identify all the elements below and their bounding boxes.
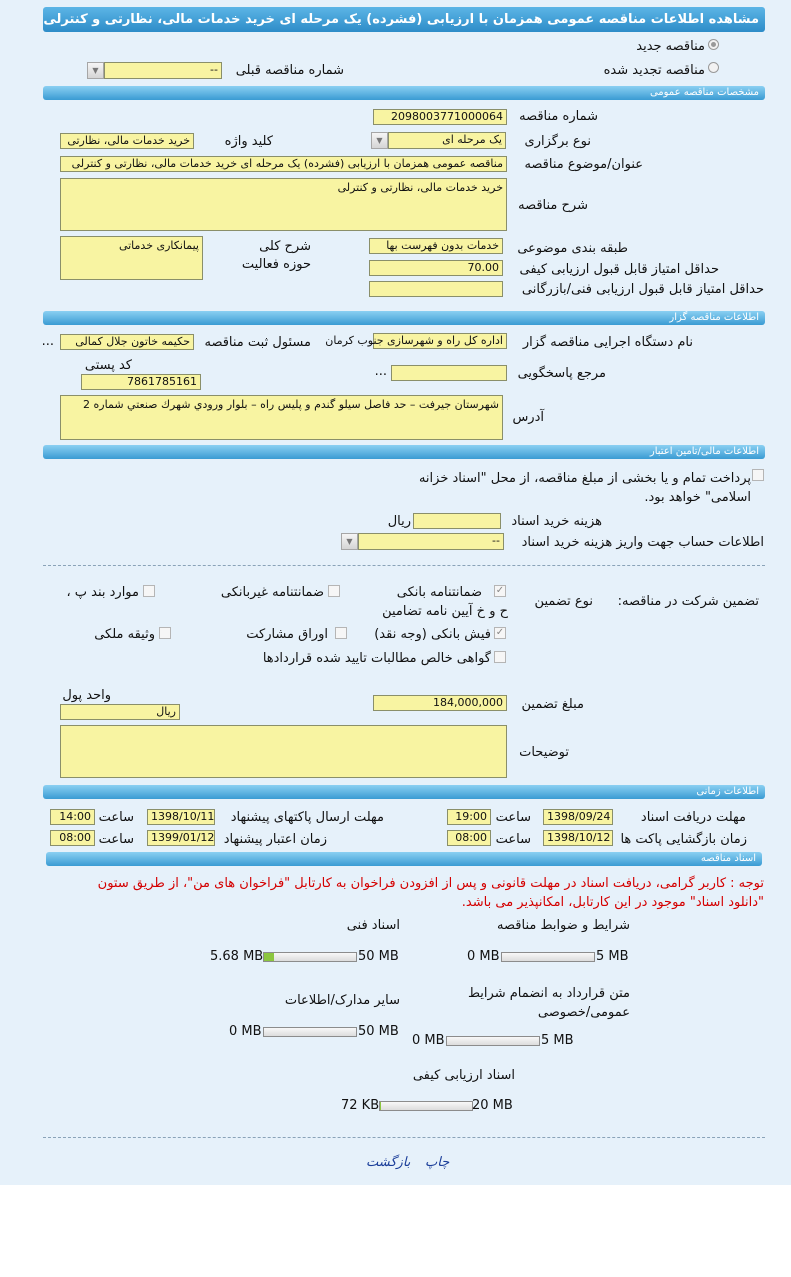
divider <box>43 1137 765 1138</box>
clause-label-2: ح و خ آیین نامه تضامین <box>382 604 508 619</box>
bank-guarantee-checkbox[interactable]: ✓ <box>495 585 505 596</box>
postal-code-field: 7861785161 <box>81 374 201 390</box>
doc-used: 72 KB <box>341 1098 380 1113</box>
clause-checkbox[interactable] <box>143 585 155 597</box>
new-tender-label: مناقصه جدید <box>636 39 705 54</box>
doc-used: 0 MB <box>229 1024 262 1039</box>
clause-label: موارد بند پ ، <box>66 585 139 600</box>
send-deadline-label: مهلت ارسال پاکتهای پیشنهاد <box>230 810 384 825</box>
receive-deadline-label: مهلت دریافت اسناد <box>640 810 746 825</box>
treasury-text: پرداخت تمام و یا بخشی از مبلغ مناقصه، از محل "اسناد خزانه اسلامی" خواهد بود. <box>418 471 751 505</box>
open-time-field: 08:00 <box>447 830 491 846</box>
validity-hour-label: ساعت <box>98 832 134 847</box>
receive-time-field: 19:00 <box>447 809 491 825</box>
doc-max: 5 MB <box>596 949 629 964</box>
account-info-label: اطلاعات حساب جهت واریز هزینه خرید اسناد <box>521 535 764 550</box>
doc-progress-fill <box>264 953 274 961</box>
guarantee-amount-field: 184,000,000 <box>373 695 507 711</box>
cash-checkbox[interactable]: ✓ <box>495 627 505 638</box>
holding-type-select[interactable]: یک مرحله ای <box>388 132 506 149</box>
bonds-label: اوراق مشارکت <box>246 627 328 642</box>
non-bank-guarantee-checkbox[interactable] <box>328 585 340 597</box>
notes-label: توضیحات <box>519 745 569 760</box>
guarantee-label: تضمین شرکت در مناقصه: <box>617 594 759 609</box>
keyword-field: خرید خدمات مالی، نظارتی <box>60 133 194 149</box>
subject-label: عنوان/موضوع مناقصه <box>524 157 643 172</box>
doc-progress-bar <box>263 952 357 962</box>
tender-number-field: 2098003771000064 <box>373 109 507 125</box>
currency-unit-label: واحد پول <box>62 688 111 703</box>
currency-unit-field: ریال <box>60 704 180 720</box>
min-tech-label: حداقل امتیاز قابل قبول ارزیابی فنی/بازرگانی <box>521 282 764 297</box>
non-bank-guarantee-label: ضمانتنامه غیربانکی <box>220 585 324 600</box>
doc-cost-label: هزینه خرید اسناد <box>511 514 602 529</box>
open-date-field: 1398/10/12 <box>543 830 613 846</box>
doc-used: 0 MB <box>467 949 500 964</box>
min-tech-field <box>369 281 503 297</box>
activity-textarea[interactable]: پیمانکاری خدماتی <box>60 236 203 280</box>
description-textarea[interactable]: خرید خدمات مالی، نظارتی و کنترلی <box>60 178 507 231</box>
postal-code-label: کد پستی <box>84 358 132 373</box>
bonds-checkbox[interactable] <box>335 627 347 639</box>
property-checkbox[interactable] <box>159 627 171 639</box>
receive-date-field: 1398/09/24 <box>543 809 613 825</box>
account-select[interactable]: -- <box>358 533 504 550</box>
subject-field: مناقصه عمومی همزمان با ارزیابی (فشرده) یک مرحله ای خرید خدمات مالی، نظارتی و کنترلی <box>60 156 507 172</box>
download-notice: توجه : کاربر گرامی، دریافت اسناد در مهلت قانونی و پس از افزودن فراخوان به کارتابل "فراخوان های من"، از طریق ستون "دانلود اسناد" موجود در این کارتابل، امکانپذیر می باشد. <box>97 876 764 910</box>
doc-max: 50 MB <box>358 949 399 964</box>
activity-label: شرح کلی حوزه فعالیت <box>241 239 311 272</box>
doc-label: اسناد فنی <box>346 918 400 933</box>
category-label: طبقه بندی موضوعی <box>517 241 628 256</box>
bank-guarantee-label: ضمانتنامه بانکی <box>396 585 482 600</box>
holding-type-label: نوع برگزاری <box>524 134 591 149</box>
doc-max: 20 MB <box>472 1098 513 1113</box>
send-time-field: 14:00 <box>50 809 95 825</box>
open-hour-label: ساعت <box>495 832 531 847</box>
keyword-label: کلید واژه <box>224 134 273 149</box>
reference-label: مرجع پاسخگویی <box>517 366 606 381</box>
doc-label: متن قرارداد به انضمام شرایط عمومی/خصوصی <box>467 986 630 1020</box>
doc-used: 0 MB <box>412 1033 445 1048</box>
receivables-checkbox[interactable] <box>494 651 506 663</box>
section-time: اطلاعات زمانی <box>43 785 765 799</box>
reference-field <box>391 365 507 381</box>
previous-tender-label: شماره مناقصه قبلی <box>235 63 344 78</box>
registrar-more[interactable]: ... <box>41 334 54 349</box>
description-label: شرح مناقصه <box>518 198 588 213</box>
exec-agency-field: اداره کل راه و شهرسازی جنوب کرمان <box>373 333 507 349</box>
chevron-down-icon[interactable]: ▼ <box>341 533 358 550</box>
doc-cost-currency: ریال <box>387 514 411 529</box>
receivables-label: گواهی خالص مطالبات تایید شده قراردادها <box>262 651 491 666</box>
address-label: آدرس <box>512 410 544 425</box>
doc-progress-bar <box>501 952 595 962</box>
doc-label: سایر مدارک/اطلاعات <box>284 993 400 1008</box>
previous-tender-select[interactable]: -- <box>104 62 222 79</box>
doc-label: شرایط و ضوابط مناقصه <box>497 918 630 933</box>
cash-label: فیش بانکی (وجه نقد) <box>374 627 491 642</box>
section-docs: اسناد مناقصه <box>46 852 762 866</box>
category-field: خدمات بدون فهرست بها <box>369 238 503 254</box>
validity-time-field: 08:00 <box>50 830 95 846</box>
min-quality-field: 70.00 <box>369 260 503 276</box>
registrar-field: حکیمه خاتون جلال کمالی <box>60 334 194 350</box>
section-organizer: اطلاعات مناقصه گزار <box>43 311 765 325</box>
doc-progress-bar <box>379 1101 473 1111</box>
send-date-field: 1398/10/11 <box>147 809 215 825</box>
registrar-label: مسئول ثبت مناقصه <box>204 335 311 350</box>
chevron-down-icon[interactable]: ▼ <box>371 132 388 149</box>
validity-date-field: 1399/01/12 <box>147 830 215 846</box>
treasury-checkbox[interactable] <box>752 469 764 481</box>
exec-agency-label: نام دستگاه اجرایی مناقصه گزار <box>522 335 693 350</box>
doc-max: 5 MB <box>541 1033 574 1048</box>
renewed-tender-label: مناقصه تجدید شده <box>603 63 705 78</box>
section-finance: اطلاعات مالی/تامین اعتبار <box>43 445 765 459</box>
section-general: مشخصات مناقصه عمومی <box>43 86 765 100</box>
new-tender-radio[interactable] <box>708 39 719 50</box>
doc-progress-bar <box>446 1036 540 1046</box>
send-hour-label: ساعت <box>98 810 134 825</box>
receive-hour-label: ساعت <box>495 810 531 825</box>
address-textarea[interactable]: شهرستان جیرفت – حد فاصل سیلو گندم و پلیس راه – بلوار ورودي شهرك صنعتي شماره 2 <box>60 395 503 440</box>
chevron-down-icon[interactable]: ▼ <box>87 62 104 79</box>
property-label: وثیقه ملکی <box>94 627 155 642</box>
print-link[interactable]: چاپ <box>425 1155 450 1170</box>
reference-more[interactable]: ... <box>374 364 387 379</box>
validity-label: زمان اعتبار پیشنهاد <box>223 832 327 847</box>
divider <box>43 565 765 566</box>
guarantee-type-label: نوع تضمین <box>534 594 593 609</box>
doc-cost-field <box>413 513 501 529</box>
doc-max: 50 MB <box>358 1024 399 1039</box>
notes-textarea[interactable] <box>60 725 507 778</box>
back-link[interactable]: بازگشت <box>366 1155 411 1170</box>
min-quality-label: حداقل امتیاز قابل قبول ارزیابی کیفی <box>519 262 719 277</box>
guarantee-amount-label: مبلغ تضمین <box>521 697 584 712</box>
doc-label: اسناد ارزیابی کیفی <box>412 1068 515 1083</box>
renewed-tender-radio[interactable] <box>708 62 719 73</box>
doc-used: 5.68 MB <box>210 949 264 964</box>
opening-time-label: زمان بازگشایی پاکت ها <box>620 832 747 847</box>
page-title: مشاهده اطلاعات مناقصه عمومی همزمان با ارزیابی (فشرده) یک مرحله ای خرید خدمات مالی، نظارتی و کنترلی <box>43 7 765 32</box>
doc-progress-bar <box>263 1027 357 1037</box>
tender-number-label: شماره مناقصه <box>519 109 598 124</box>
